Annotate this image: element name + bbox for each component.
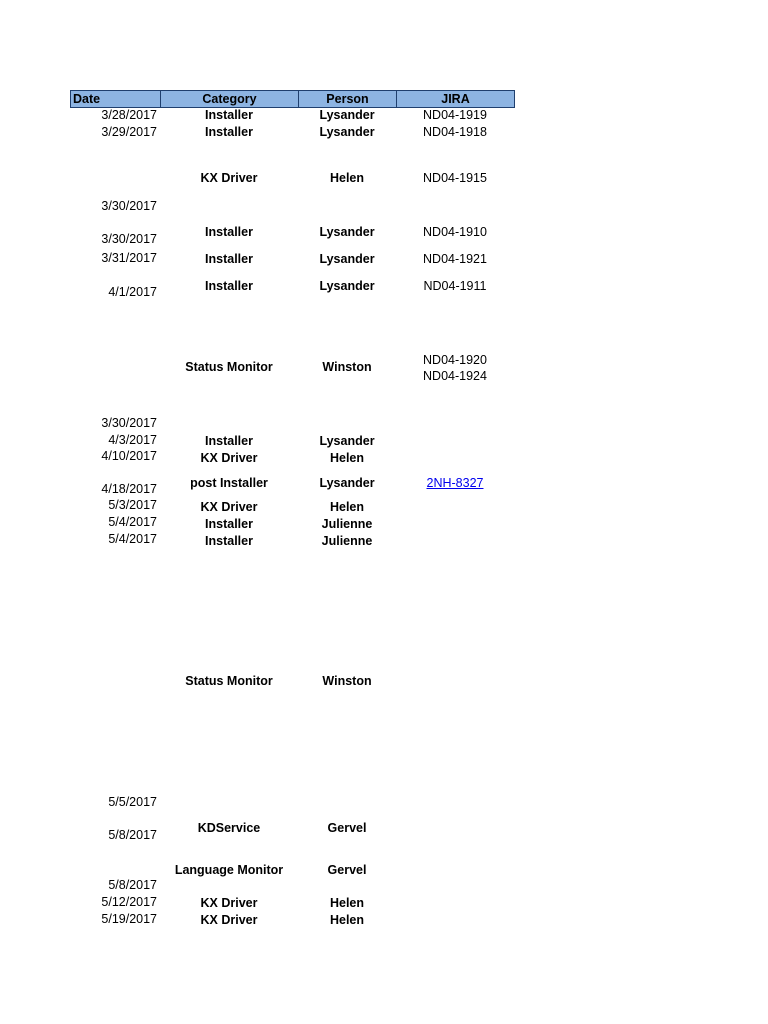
category-cell: KX Driver [200,451,258,465]
category-cell: KX Driver [200,896,258,910]
person-cell: Gervel [327,863,367,877]
person-cell: Lysander [319,252,375,266]
jira-link-cell [396,475,514,491]
date-cell: 5/12/2017 [101,895,157,909]
person-cell: Lysander [319,125,375,139]
category-cell: KDService [197,821,261,835]
jira-cell: ND04-1915 [423,171,487,185]
category-cell: Installer [205,252,253,266]
jira-cell: ND04-1921 [423,252,487,266]
person-cell: Lysander [319,108,375,122]
date-cell: 4/1/2017 [108,285,157,299]
category-cell: KX Driver [200,500,258,514]
date-cell: 5/19/2017 [101,912,157,926]
category-cell: Status Monitor [185,360,273,374]
date-cell: 4/10/2017 [101,449,157,463]
category-cell: KX Driver [200,171,258,185]
person-cell: Helen [329,896,365,910]
jira-cell: ND04-1924 [423,369,487,383]
date-cell: 3/30/2017 [101,199,157,213]
person-cell: Lysander [319,279,375,293]
person-cell: Lysander [319,225,375,239]
header-category: Category [161,91,299,107]
person-cell: Helen [329,171,365,185]
header-jira: JIRA [441,92,470,106]
date-cell: 5/8/2017 [108,828,157,842]
category-cell: post Installer [190,476,268,490]
category-cell: Status Monitor [185,674,273,688]
category-cell: Language Monitor [174,863,284,877]
date-cell: 4/18/2017 [101,482,157,496]
jira-cell: ND04-1910 [423,225,487,239]
date-cell: 5/5/2017 [108,795,157,809]
header-person: Person [299,91,397,107]
category-cell: Installer [205,225,253,239]
jira-cell: ND04-1919 [423,108,487,122]
header-row [70,90,515,108]
person-cell: Julienne [321,517,373,531]
date-cell: 3/31/2017 [101,251,157,265]
person-cell: Helen [329,500,365,514]
category-cell: KX Driver [200,913,258,927]
date-cell: 3/30/2017 [101,232,157,246]
date-cell: 3/28/2017 [101,108,157,122]
date-cell: 4/3/2017 [108,433,157,447]
person-cell: Lysander [319,434,375,448]
category-cell: Installer [205,108,253,122]
date-cell: 3/29/2017 [101,125,157,139]
category-cell: Installer [205,279,253,293]
date-cell: 3/30/2017 [101,416,157,430]
person-cell: Julienne [321,534,373,548]
person-cell: Winston [322,360,372,374]
jira-cell: ND04-1918 [423,125,487,139]
date-cell: 5/4/2017 [108,532,157,546]
category-cell: Installer [205,125,253,139]
person-cell: Lysander [319,476,375,490]
person-cell: Helen [329,451,365,465]
person-cell: Helen [329,913,365,927]
date-cell: 5/8/2017 [108,878,157,892]
category-cell: Installer [205,517,253,531]
date-cell: 5/3/2017 [108,498,157,512]
jira-cell: ND04-1911 [423,279,487,293]
jira-link[interactable]: 2NH-8327 [426,476,484,490]
category-cell: Installer [205,534,253,548]
header-date: Date [71,91,161,107]
person-cell: Gervel [327,821,367,835]
category-cell: Installer [205,434,253,448]
jira-cell: ND04-1920 [423,353,487,367]
date-cell: 5/4/2017 [108,515,157,529]
person-cell: Winston [322,674,372,688]
